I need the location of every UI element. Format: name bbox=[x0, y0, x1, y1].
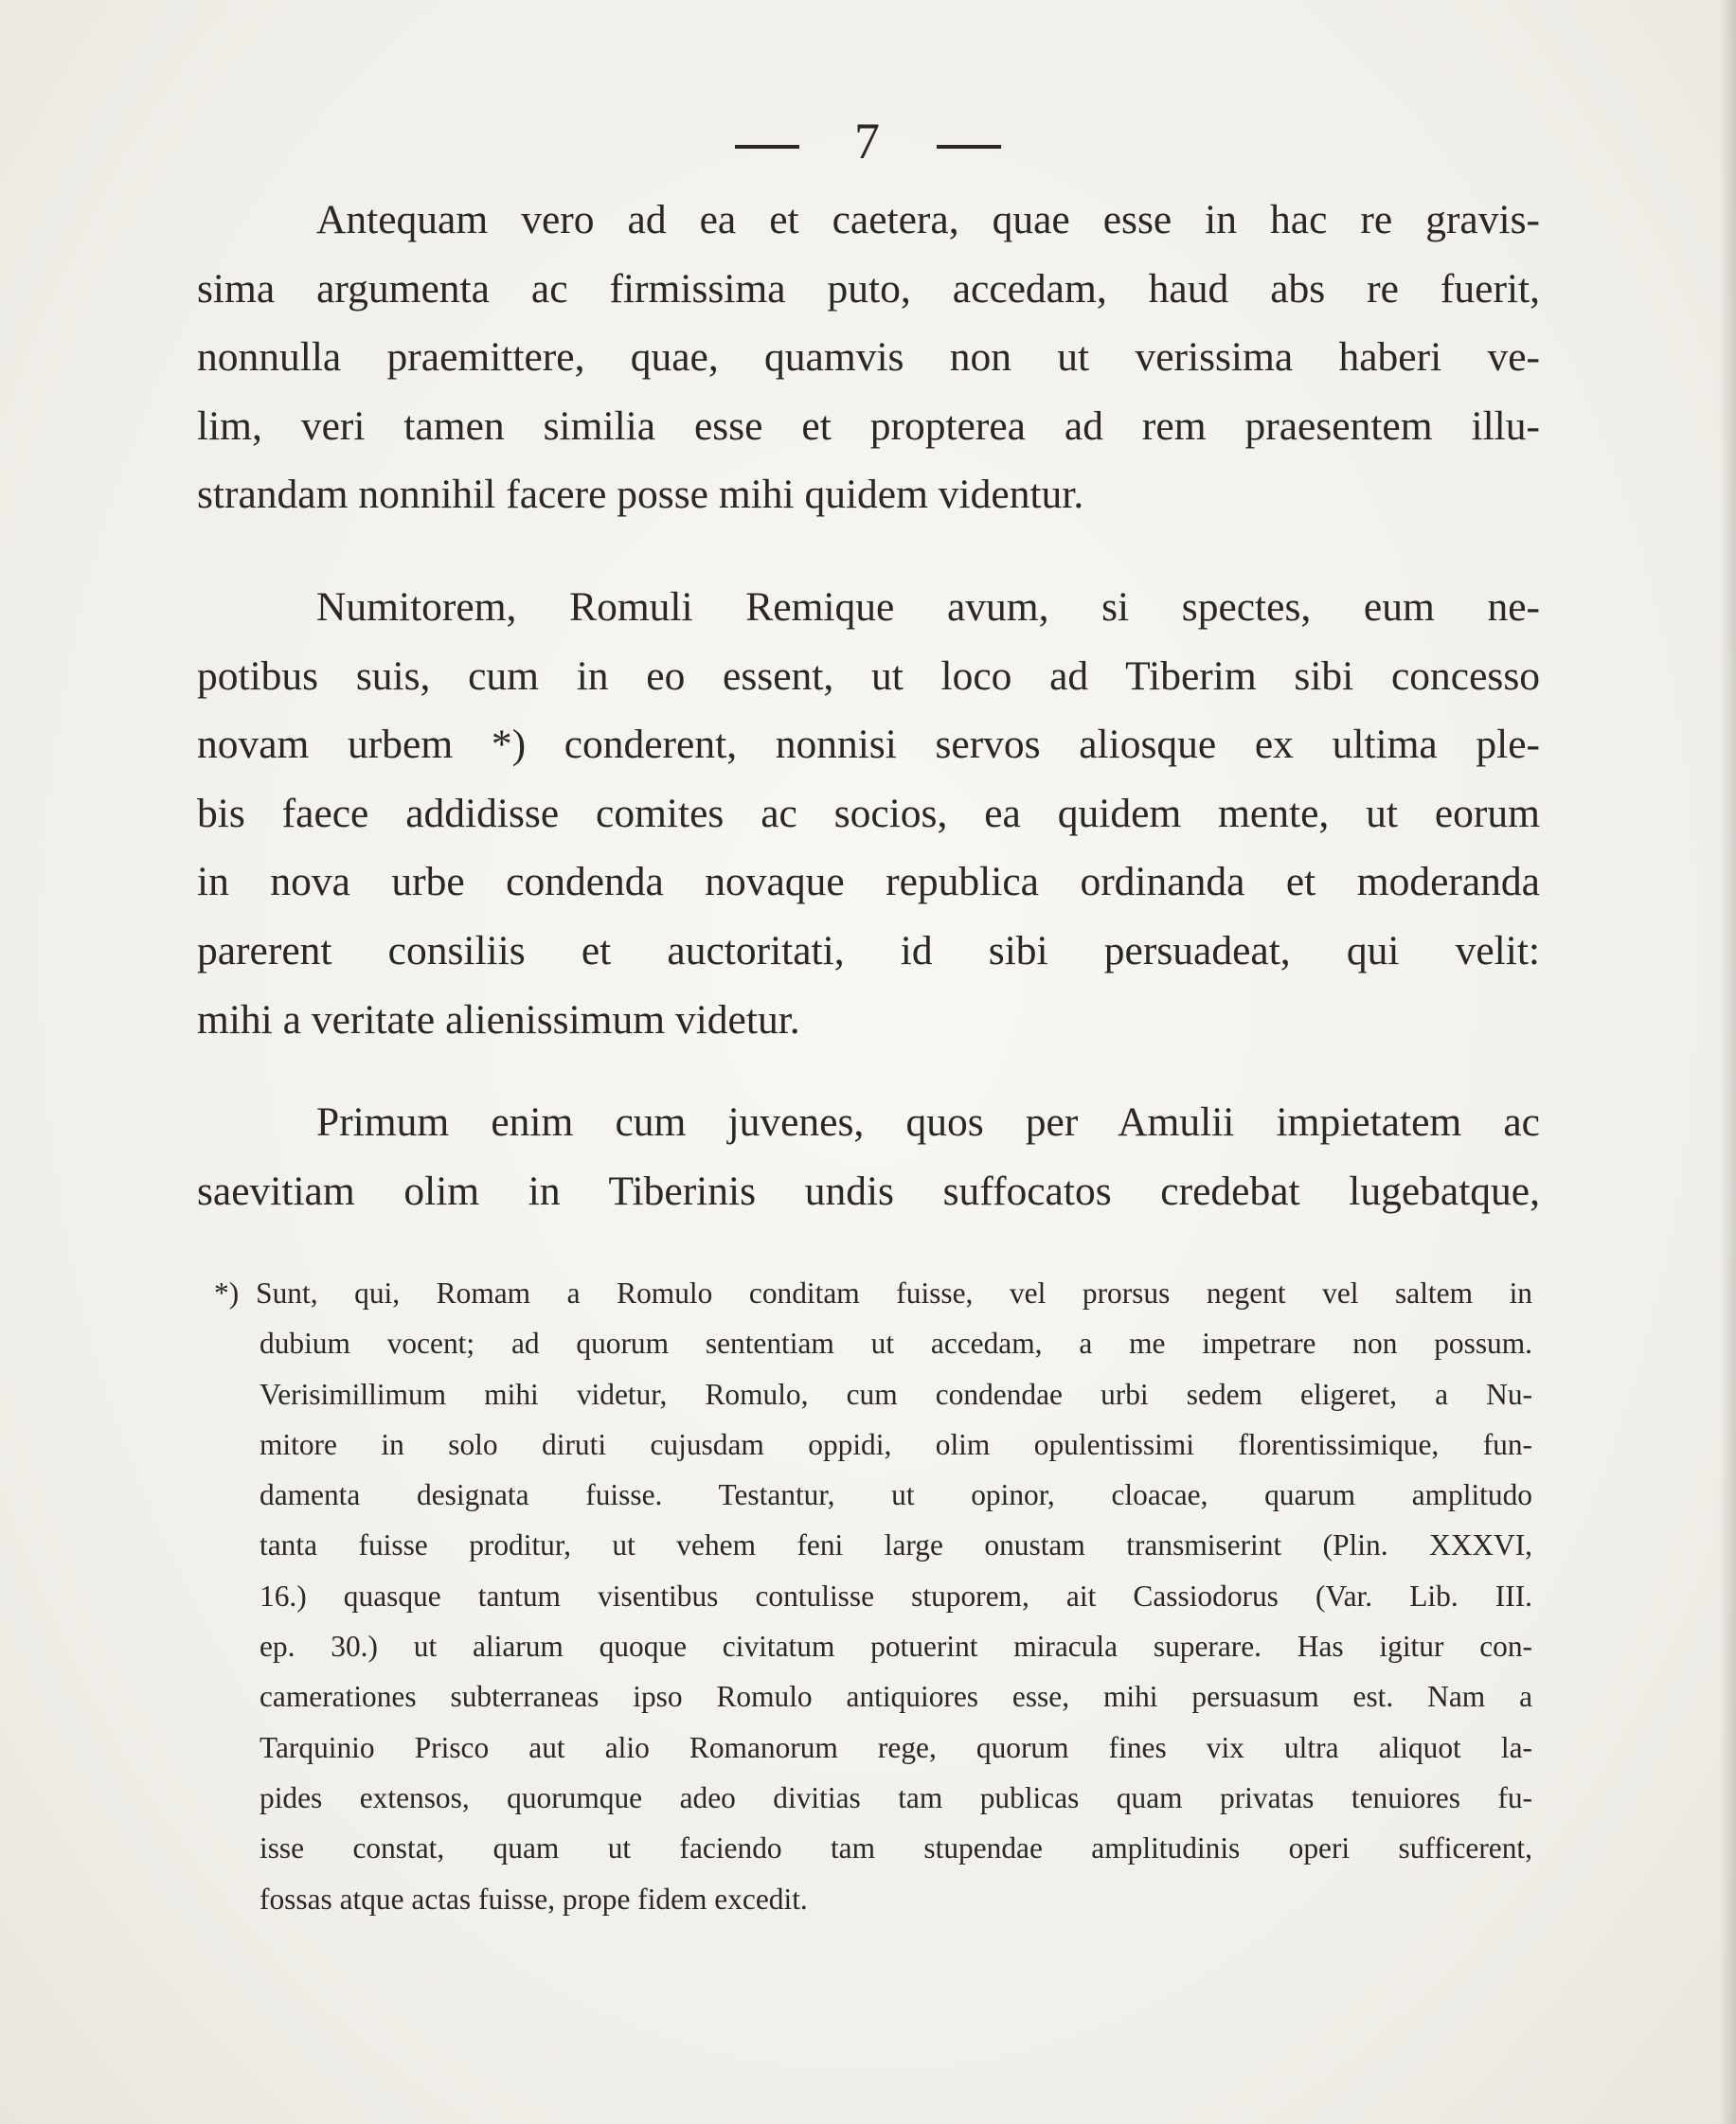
text-line: novam urbem *) conderent, nonnisi servos aliosque ex ultima ple- bbox=[197, 722, 1540, 768]
footnote-line: damenta designata fuisse. Testantur, ut opinor, cloacae, quarum amplitudo bbox=[260, 1478, 1532, 1512]
footnote-line: 16.) quasque tantum visentibus contulisse stuporem, ait Cassiodorus (Var. Lib. III. bbox=[260, 1579, 1532, 1613]
text-line: sima argumenta ac firmissima puto, accedam, haud abs re fuerit, bbox=[197, 265, 1540, 312]
text-line: Primum enim cum juvenes, quos per Amulii impietatem ac bbox=[316, 1099, 1540, 1145]
footnote-line: Tarquinio Prisco aut alio Romanorum rege, quorum fines vix ultra aliquot la- bbox=[260, 1730, 1532, 1764]
footnote-line bbox=[214, 1268, 1532, 1318]
footnote-line: ep. 30.) ut aliarum quoque civitatum potuerint miracula superare. Has igitur con- bbox=[260, 1630, 1532, 1664]
paragraph-1 bbox=[197, 186, 1540, 529]
text-line: Numitorem, Romuli Remique avum, si spectes, eum ne- bbox=[316, 584, 1540, 630]
text-line: nonnulla praemittere, quae, quamvis non ut verissima haberi ve- bbox=[197, 334, 1540, 381]
paragraph-2 bbox=[197, 573, 1540, 1054]
footnote-line: camerationes subterraneas ipso Romulo antiquiores esse, mihi persuasum est. Nam a bbox=[260, 1680, 1532, 1714]
footnote bbox=[214, 1268, 1532, 1924]
text-line: Antequam vero ad ea et caetera, quae esse in hac re gravis- bbox=[316, 197, 1540, 242]
text-line: lim, veri tamen similia esse et propterea ad rem praesentem illu- bbox=[197, 402, 1540, 449]
text-line: in nova urbe condenda novaque republica ordinanda et moderanda bbox=[197, 859, 1540, 905]
page-edge-shadow bbox=[1719, 0, 1736, 2124]
text-line: strandam nonnihil facere posse mihi quidem videntur. bbox=[197, 472, 1084, 518]
text-line: potibus suis, cum in eo essent, ut loco ad Tiberim sibi concesso bbox=[197, 652, 1540, 699]
footnote-line: mitore in solo diruti cujusdam oppidi, olim opulentissimi florentissimique, fun- bbox=[260, 1427, 1532, 1461]
page-number: 7 bbox=[854, 113, 882, 170]
footnote-marker: *) bbox=[214, 1276, 240, 1310]
footnote-line: tanta fuisse proditur, ut vehem feni large onustam transmiserint (Plin. XXXVI, bbox=[260, 1528, 1532, 1562]
footnote-line: pides extensos, quorumque adeo divitias tam publicas quam privatas tenuiores fu- bbox=[260, 1780, 1532, 1814]
footnote-line: fossas atque actas fuisse, prope fidem excedit. bbox=[260, 1882, 808, 1916]
footnote-line: dubium vocent; ad quorum sententiam ut accedam, a me impetrare non possum. bbox=[260, 1327, 1532, 1361]
text-line: parerent consiliis et auctoritati, id sibi persuadeat, qui velit: bbox=[197, 927, 1540, 973]
text-line: saevitiam olim in Tiberinis undis suffocatos credebat lugebatque, bbox=[197, 1168, 1540, 1214]
footnote-line: isse constat, quam ut faciendo tam stupendae amplitudinis operi sufficerent, bbox=[260, 1831, 1532, 1865]
footnote-line: Verisimillimum mihi videtur, Romulo, cum condendae urbi sedem eligeret, a Nu- bbox=[260, 1377, 1532, 1411]
left-dash bbox=[735, 145, 799, 149]
right-dash bbox=[937, 145, 1001, 149]
paragraph-3 bbox=[197, 1088, 1540, 1225]
text-line: bis faece addidisse comites ac socios, ea quidem mente, ut eorum bbox=[197, 790, 1540, 836]
footnote-line-text: Sunt, qui, Romam a Romulo conditam fuisse, vel prorsus negent vel saltem in bbox=[256, 1276, 1532, 1310]
page-number-header bbox=[0, 112, 1736, 170]
text-line: mihi a veritate alienissimum videtur. bbox=[197, 996, 800, 1043]
